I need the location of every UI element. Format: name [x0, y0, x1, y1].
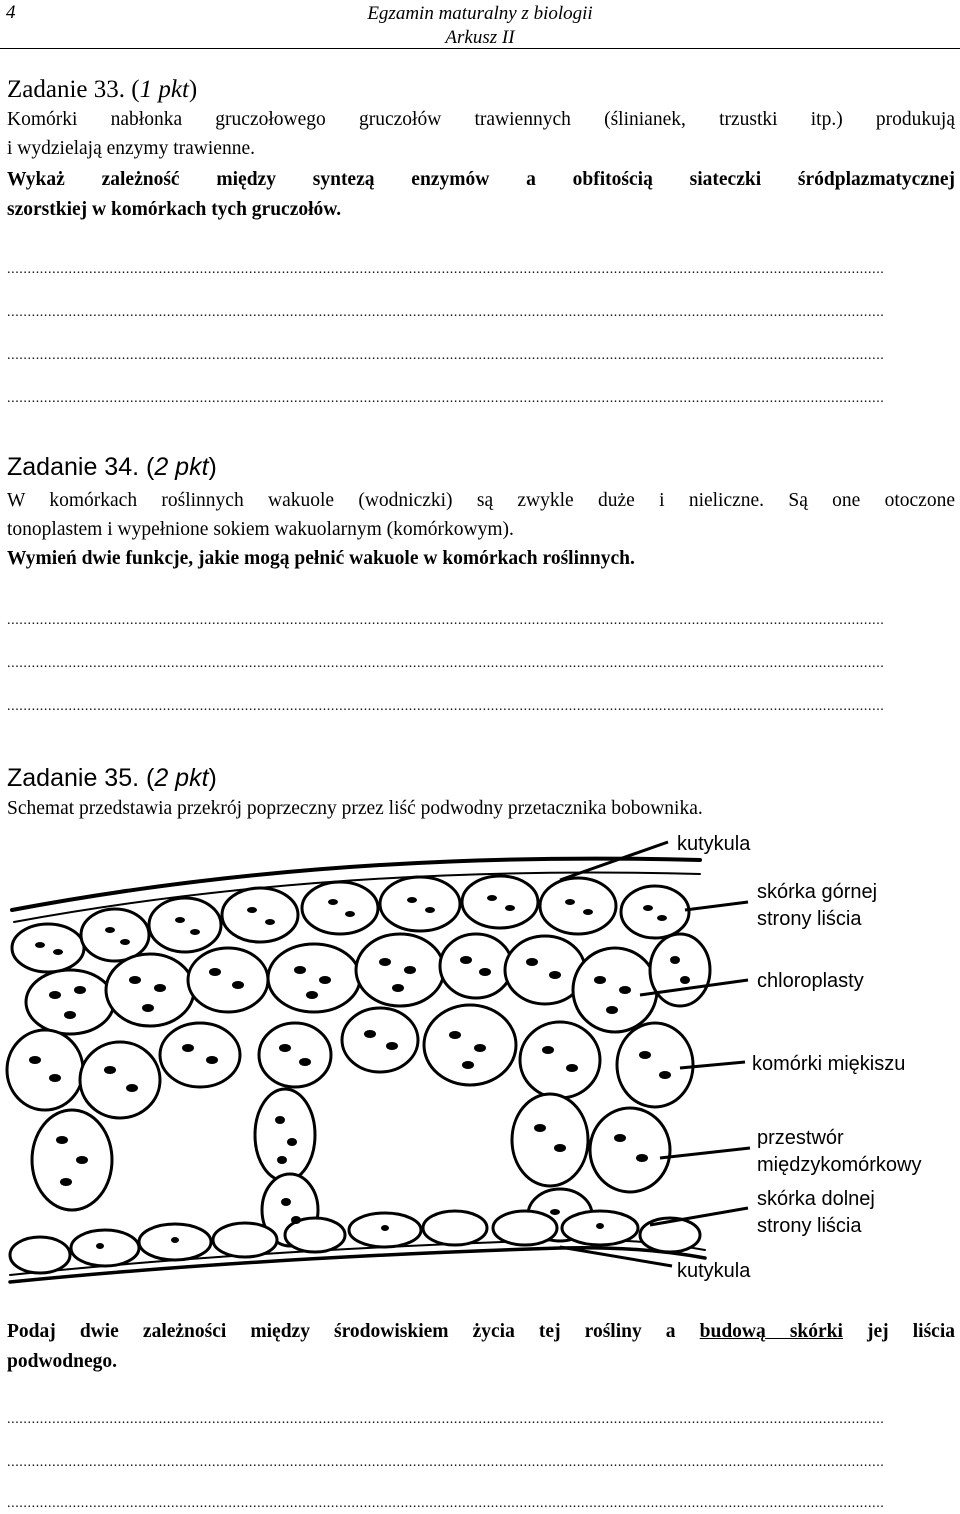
header-title-line-2: Arkusz II: [445, 27, 515, 48]
task-35-points: 2 pkt: [154, 764, 209, 792]
task-34-points: 2 pkt: [154, 453, 209, 481]
task-35-question-underlined: budową skórki: [699, 1321, 843, 1342]
answer-line[interactable]: ......................................................................................................................................................................................................................: [7, 1412, 885, 1427]
answer-line[interactable]: ......................................................................................................................................................................................................................: [7, 613, 885, 628]
task-34-question: Wymień dwie funkcje, jakie mogą pełnić wakuole w komórkach roślinnych.: [7, 548, 635, 569]
answer-line[interactable]: ......................................................................................................................................................................................................................: [7, 262, 885, 277]
task-33-points-open: (: [131, 76, 140, 103]
answer-line[interactable]: ......................................................................................................................................................................................................................: [7, 699, 885, 714]
header-rule: [0, 48, 960, 49]
task-33-title: Zadanie 33.: [7, 76, 126, 103]
answer-line[interactable]: ......................................................................................................................................................................................................................: [7, 1496, 885, 1511]
task-33-heading: [7, 76, 197, 104]
page-header-title: [0, 2, 960, 50]
task-34-points-open: (: [146, 453, 155, 481]
task-33-points-close: ): [188, 76, 198, 103]
task-34-points-close: ): [208, 453, 217, 481]
task-35-title: Zadanie 35.: [7, 764, 140, 792]
label-airspace-line-2: międzykomórkowy: [757, 1154, 922, 1176]
label-cuticle-bottom: kutykula: [677, 1260, 751, 1282]
task-35-question-part-2: jej liścia: [842, 1321, 956, 1342]
lower-epidermis: [10, 1211, 700, 1273]
task-33-intro-line-1: Komórki nabłonka gruczołowego gruczołów trawiennych (ślinianek, trzustki itp.) produkują: [7, 109, 955, 130]
answer-line[interactable]: ......................................................................................................................................................................................................................: [7, 656, 885, 671]
label-chloroplasts: chloroplasty: [757, 970, 864, 992]
label-cuticle-top: kutykula: [677, 833, 751, 855]
label-lower-epidermis-line-2: strony liścia: [757, 1215, 862, 1237]
task-35-heading: [7, 764, 217, 792]
task-34-intro-line-2: tonoplastem i wypełnione sokiem wakuolarnym (komórkowym).: [7, 519, 514, 540]
task-34-intro-line-1: W komórkach roślinnych wakuole (wodniczki) są zwykle duże i nieliczne. Są one otoczone: [7, 490, 955, 511]
label-mesophyll: komórki miękiszu: [752, 1053, 906, 1075]
task-34-heading: [7, 453, 217, 481]
header-title-line-1: Egzamin maturalny z biologii: [367, 3, 593, 24]
answer-line[interactable]: ......................................................................................................................................................................................................................: [7, 305, 885, 320]
task-35-question-line-2: podwodnego.: [7, 1351, 117, 1372]
task-34-title: Zadanie 34.: [7, 453, 140, 481]
task-35-question-line-1: [7, 1316, 955, 1347]
answer-line[interactable]: ......................................................................................................................................................................................................................: [7, 391, 885, 406]
answer-line[interactable]: ......................................................................................................................................................................................................................: [7, 1455, 885, 1470]
task-35-question-part-1: Podaj dwie zależności między środowiskiem życia tej rośliny a: [7, 1321, 700, 1342]
task-35-intro: Schemat przedstawia przekrój poprzeczny przez liść podwodny przetacznika bobownika.: [7, 798, 703, 819]
label-airspace-line-1: przestwór: [757, 1127, 844, 1149]
label-lower-epidermis-line-1: skórka dolnej: [757, 1188, 875, 1210]
task-33-question-line-1: Wykaż zależność między syntezą enzymów a obfitością siateczki śródplazmatycznej: [7, 169, 955, 190]
page-number: 4: [6, 2, 16, 23]
answer-line[interactable]: ......................................................................................................................................................................................................................: [7, 348, 885, 363]
label-upper-epidermis-line-1: skórka górnej: [757, 881, 878, 903]
task-33-points: 1 pkt: [139, 76, 189, 103]
label-upper-epidermis-line-2: strony liścia: [757, 908, 862, 930]
task-35-points-open: (: [146, 764, 155, 792]
task-33-question-line-2: szorstkiej w komórkach tych gruczołów.: [7, 199, 342, 220]
task-33-intro-line-2: i wydzielają enzymy trawienne.: [7, 138, 255, 159]
task-35-points-close: ): [208, 764, 217, 792]
